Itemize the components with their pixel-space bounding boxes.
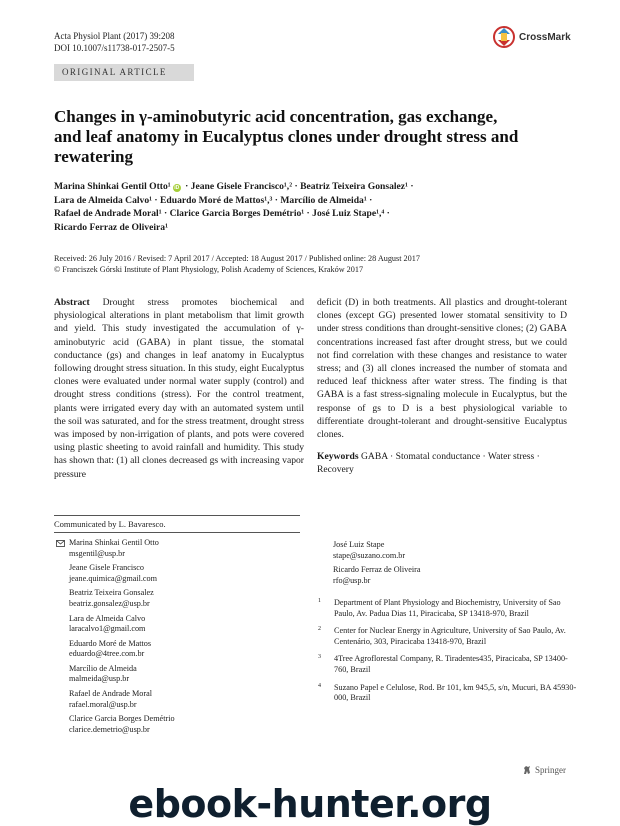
publisher-name: Springer [535,765,566,775]
affiliation-item [318,654,580,675]
keywords-heading: Keywords [317,451,359,462]
contact-email[interactable]: malmeida@usp.br [69,674,130,684]
abstract-right-column [317,296,567,441]
contact-entry [56,639,296,660]
author-list [54,180,524,234]
divider-bottom [54,532,300,533]
author-line-4: Ricardo Ferraz de Oliveira¹ [54,221,168,233]
affiliation-number: 1 [318,598,321,604]
contact-name: Lara de Almeida Calvo [69,613,146,623]
affiliation-number: 4 [318,682,321,689]
contact-entry [56,538,296,559]
contact-email[interactable]: clarice.demetrio@usp.br [69,724,150,734]
contact-email[interactable]: rfo@usp.br [333,575,371,585]
divider-top [54,515,300,516]
keywords-list: GABA · Stomatal conductance · Water stress · Recovery [317,451,540,476]
keywords-section [317,450,569,476]
crossmark-icon [493,25,515,49]
paper-title: Changes in γ-aminobutyric acid concentration, gas exchange, and leaf anatomy in Eucalyptus clones under drought stress and rewatering [54,107,519,166]
affiliations-list [318,598,580,711]
contact-name: José Luiz Stape [333,540,385,549]
copyright-notice: © Franciszek Górski Institute of Plant Physiology, Polish Academy of Sciences, Kraków 2017 [54,265,364,274]
contact-email[interactable]: rafael.moral@usp.br [69,699,137,709]
publisher-logo [522,765,566,775]
contact-entry [56,689,296,710]
affiliation-text: 4Tree Agroflorestal Company, R. Tiradentes435, Piracicaba, SP 13400-760, Brazil [334,654,568,674]
crossmark-label: CrossMark [519,31,571,43]
abstract-text-left: Drought stress promotes biochemical and physiological alterations in plant metabolism that limit growth and yield. This study investigated the accumulation of γ-aminobutyric acid (GABA) in plant tissue, the stomatal conductance (gs) and changes in leaf anatomy in Eucalyptus following drought stress situation. In this study, eight Eucalyptus clones were evaluated under normal water supply (control) and drought stress conditions (stress). For the control treatment, plants were irrigated every day with an automated system until the soil was saturated, and for the stress treatment, drought stress was imposed by non-irrigation of plants, and pots were covered using plastic sheeting to avoid rainfall and humidity. This study has shown that: (1) all clones decreased gs with increasing vapor pressure [54,297,305,480]
abstract-text-right: deficit (D) in both treatments. All plastics and drought-tolerant clones (except GG) presented lower stomatal sensitivity to D under stress conditions than drought-sensitive clones; (2) GABA concentrations increased fast after drought stress, but we could not find correlation with these changes and resistance to water stress; and (3) all clones increased the number of stomata and reduced leaf thickness after water stress. The finding is that GABA is a fast stress-signaling molecule in Eucalyptus, but the response of gs to D is a best physiological variable to differentiate drought-tolerant and drought-sensitive Eucalyptus clones. [317,297,567,441]
affiliation-item [318,683,580,704]
contact-entry [56,714,296,735]
affiliation-text: Department of Plant Physiology and Biochemistry, University of Sao Paulo, Av. Padua Dias 11, Piracicaba, SP 13418-970, Brazil [334,598,561,618]
history-dates: Received: 26 July 2016 / Revised: 7 April 2017 / Accepted: 18 August 2017 / Published online: 28 August 2017 [54,254,420,263]
contact-entry [56,614,296,635]
journal-citation: Acta Physiol Plant (2017) 39:208 [54,31,175,41]
contact-entry [56,664,296,685]
contact-name: Clarice Garcia Borges Demétrio [69,714,175,724]
contact-name: Rafael de Andrade Moral [69,689,152,699]
contact-email[interactable]: eduardo@4tree.com.br [69,649,145,659]
abstract-left-column [54,296,304,481]
springer-horse-icon [522,765,532,775]
affiliation-item [318,626,580,647]
author-line-1: Marina Shinkai Gentil Otto¹ iD · Jeane Gisele Francisco¹,² · Beatriz Teixeira Gonsalez¹ · [54,181,414,192]
doi-link[interactable]: DOI 10.1007/s11738-017-2507-5 [54,43,175,53]
communicated-by: Communicated by L. Bavaresco. [54,519,166,529]
publication-dates [54,253,564,275]
orcid-icon[interactable]: iD [174,185,180,191]
crossmark-badge[interactable] [493,25,571,49]
site-watermark: ebook-hunter.org [128,782,492,826]
contact-entry [333,540,573,561]
contact-email[interactable]: jeane.quimica@gmail.com [69,573,158,583]
contact-name: Jeane Gisele Francisco [69,563,145,573]
article-type-banner: ORIGINAL ARTICLE [54,64,194,81]
contact-list-right [333,540,573,590]
affiliation-text: Center for Nuclear Energy in Agriculture, University of Sao Paulo, Av. Centenário, 303, Piracicaba 13418-970, Brazil [334,626,566,646]
contact-email[interactable]: msgentil@usp.br [69,548,125,558]
affiliation-text: Suzano Papel e Celulose, Rod. Br 101, km 945,5, s/n, Mucuri, BA 45930-000, Brazil [334,682,577,703]
contact-name: Marina Shinkai Gentil Otto [69,538,159,547]
author-line-3: Rafael de Andrade Moral¹ · Clarice Garcia Borges Demétrio¹ · José Luiz Stape¹,⁴ · [54,208,390,219]
contact-email[interactable]: laracalvo1@gmail.com [69,624,146,634]
contact-name: Marcílio de Almeida [69,663,137,673]
affiliation-item [318,598,580,619]
contact-list-left [56,538,296,740]
contact-name: Ricardo Ferraz de Oliveira [333,565,421,575]
author-line-2: Lara de Almeida Calvo¹ · Eduardo Moré de Mattos¹,³ · Marcílio de Almeida¹ · [54,194,373,206]
envelope-icon [56,540,65,547]
contact-name: Beatriz Teixeira Gonsalez [69,588,154,598]
contact-entry [333,565,573,586]
contact-name: Eduardo Moré de Mattos [69,638,152,648]
abstract-heading: Abstract [54,297,90,308]
affiliation-number: 2 [318,626,321,633]
contact-email[interactable]: beatriz.gonsalez@usp.br [69,598,150,608]
affiliation-number: 3 [318,654,321,661]
contact-entry [56,563,296,584]
contact-entry [56,588,296,609]
contact-email[interactable]: stape@suzano.com.br [333,550,406,560]
